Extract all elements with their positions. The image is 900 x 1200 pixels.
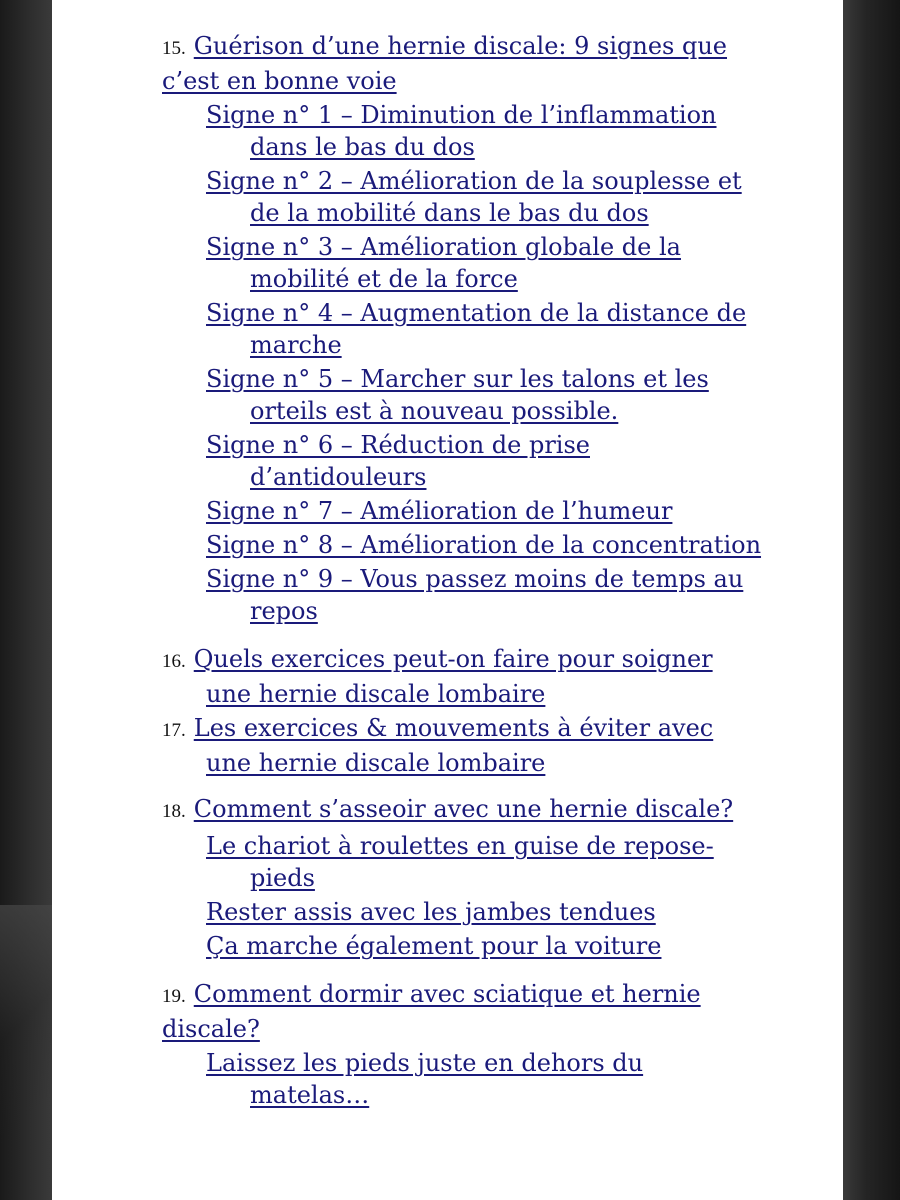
toc-link-signe-6[interactable]: Signe n° 6 – Réduction de prise d’antidouleurs <box>206 431 590 491</box>
toc-entry-18 <box>162 793 762 828</box>
toc-sub-link <box>162 930 762 962</box>
toc-sub-link <box>162 297 762 361</box>
device-bezel-right <box>843 0 900 1200</box>
toc-link-15[interactable]: Guérison d’une hernie discale: 9 signes que c’est en bonne voie <box>162 32 727 95</box>
toc-entry-15 <box>162 30 762 97</box>
toc-link-signe-4[interactable]: Signe n° 4 – Augmentation de la distance de marche <box>206 299 747 359</box>
toc-link-signe-5[interactable]: Signe n° 5 – Marcher sur les talons et les orteils est à nouveau possible. <box>206 365 709 425</box>
toc-number: 17. <box>162 720 186 741</box>
toc-sub-link <box>162 99 762 163</box>
bezel-reflection <box>0 905 52 1200</box>
spacer <box>162 779 762 793</box>
toc-link-signe-1[interactable]: Signe n° 1 – Diminution de l’inflammation dans le bas du dos <box>206 101 717 161</box>
toc-number: 18. <box>162 801 186 822</box>
toc-link-19[interactable]: Comment dormir avec sciatique et hernie discale? <box>162 980 701 1043</box>
toc-link-signe-2[interactable]: Signe n° 2 – Amélioration de la souplesse et de la mobilité dans le bas du dos <box>206 167 742 227</box>
toc-link-signe-7[interactable]: Signe n° 7 – Amélioration de l’humeur <box>206 497 673 525</box>
table-of-contents <box>162 30 762 1113</box>
toc-link-signe-3[interactable]: Signe n° 3 – Amélioration globale de la mobilité et de la force <box>206 233 681 293</box>
toc-link-signe-8[interactable]: Signe n° 8 – Amélioration de la concentration <box>206 531 762 559</box>
toc-link-16[interactable]: Quels exercices peut-on faire pour soigner une hernie discale lombaire <box>193 645 713 708</box>
toc-sub-link <box>162 231 762 295</box>
toc-number: 16. <box>162 651 186 672</box>
toc-entry-19 <box>162 978 762 1045</box>
toc-number: 15. <box>162 38 186 59</box>
toc-link-jambes-tendues[interactable]: Rester assis avec les jambes tendues <box>206 898 656 926</box>
toc-sub-link <box>162 563 762 627</box>
toc-sub-link <box>162 495 762 527</box>
toc-sub-link <box>162 830 762 894</box>
toc-sub-link <box>162 1047 762 1111</box>
toc-link-18[interactable]: Comment s’asseoir avec une hernie discale? <box>193 795 734 823</box>
ebook-page <box>52 0 843 1200</box>
toc-number: 19. <box>162 986 186 1007</box>
toc-link-voiture[interactable]: Ça marche également pour la voiture <box>206 932 662 960</box>
toc-link-17[interactable]: Les exercices & mouvements à éviter avec une hernie discale lombaire <box>193 714 714 777</box>
toc-sub-link <box>162 363 762 427</box>
toc-sub-link <box>162 429 762 493</box>
spacer <box>162 629 762 643</box>
toc-link-chariot[interactable]: Le chariot à roulettes en guise de repose-pieds <box>206 832 714 892</box>
toc-link-pieds-matelas[interactable]: Laissez les pieds juste en dehors du matelas… <box>206 1049 644 1109</box>
toc-sub-link <box>162 165 762 229</box>
toc-entry-16 <box>162 643 762 710</box>
spacer <box>162 964 762 978</box>
toc-link-signe-9[interactable]: Signe n° 9 – Vous passez moins de temps au repos <box>206 565 744 625</box>
toc-entry-17 <box>162 712 762 779</box>
toc-sub-link <box>162 896 762 928</box>
toc-sub-link <box>162 529 762 561</box>
